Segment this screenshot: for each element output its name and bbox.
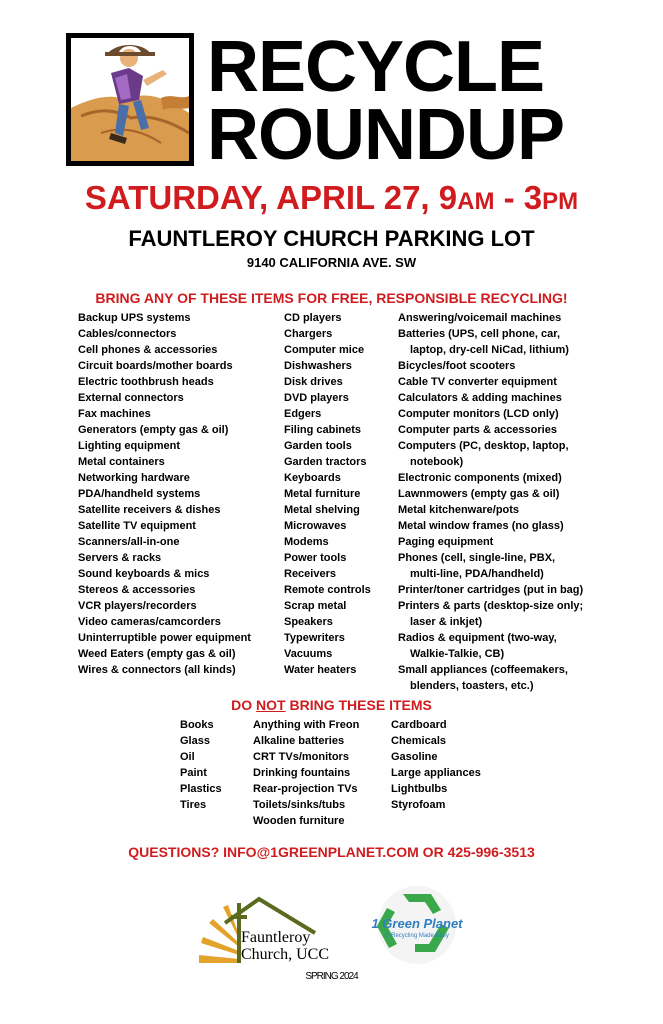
address: 9140 CALIFORNIA AVE. SW: [246, 255, 417, 270]
bring-item-line: notebook): [410, 456, 464, 468]
bring-item-line: Computers (PC, desktop, laptop,: [398, 440, 569, 452]
bring-item: [398, 502, 583, 518]
bring-item-line: Answering/voicemail machines: [398, 312, 562, 324]
bring-item-line: Electronic components (mixed): [398, 472, 562, 484]
bring-column-1: [78, 310, 251, 678]
bring-item-line: Batteries (UPS, cell phone, car,: [398, 328, 561, 340]
not-bring-heading-post: BRING THESE ITEMS: [285, 697, 432, 713]
bring-item: Sound keyboards & mics: [78, 568, 210, 580]
bring-item: [398, 310, 583, 326]
planet-tagline: E-Recycling Made Easy: [385, 933, 449, 939]
bring-item: Networking hardware: [78, 472, 190, 484]
event-pm: PM: [542, 188, 579, 215]
bring-item: [398, 358, 583, 374]
bring-item-line: multi-line, PDA/handheld): [410, 568, 544, 580]
not-bring-column-1: [180, 717, 222, 813]
footer-code: SPRING 2024: [305, 971, 358, 982]
bring-item: Servers & racks: [78, 552, 162, 564]
title-line-2: ROUNDUP: [207, 95, 565, 175]
bring-item: Uninterruptible power equipment: [78, 632, 251, 644]
bring-item: Power tools: [284, 552, 347, 564]
not-bring-item: Tires: [180, 799, 207, 811]
venue: FAUNTLEROY CHURCH PARKING LOT: [128, 226, 535, 251]
event-date: [0, 178, 663, 222]
bring-item: VCR players/recorders: [78, 600, 197, 612]
not-bring-item: Alkaline batteries: [253, 735, 345, 747]
bring-item: Water heaters: [284, 664, 357, 676]
bring-item-line: Computer parts & accessories: [398, 424, 557, 436]
bring-item: Wires & connectors (all kinds): [78, 664, 236, 676]
bring-item: Generators (empty gas & oil): [78, 424, 229, 436]
bring-item: Metal furniture: [284, 488, 361, 500]
title-line-1: RECYCLE: [207, 27, 545, 107]
bring-item-line: Metal kitchenware/pots: [398, 504, 520, 516]
bring-item-line: Bicycles/foot scooters: [398, 360, 516, 372]
bring-item: Keyboards: [284, 472, 341, 484]
not-bring-item: Lightbulbs: [391, 783, 448, 795]
bring-item: Dishwashers: [284, 360, 352, 372]
not-bring-item: Drinking fountains: [253, 767, 351, 779]
not-bring-item: CRT TVs/monitors: [253, 751, 349, 763]
bring-item-line: Phones (cell, single-line, PBX,: [398, 552, 556, 564]
not-bring-item: Oil: [180, 751, 195, 763]
bring-item: Stereos & accessories: [78, 584, 196, 596]
bring-item: [398, 326, 583, 358]
bring-item: Filing cabinets: [284, 424, 362, 436]
event-day: SATURDAY, APRIL 27, 9: [84, 179, 458, 216]
bring-item-line: Lawnmowers (empty gas & oil): [398, 488, 560, 500]
bring-item-line: blenders, toasters, etc.): [410, 680, 534, 692]
bring-item: [398, 438, 583, 470]
bring-item: Cables/connectors: [78, 328, 177, 340]
bring-item: Disk drives: [284, 376, 343, 388]
recycle-arrows-icon: [357, 884, 477, 966]
church-name: [241, 929, 329, 963]
bring-item-line: Walkie-Talkie, CB): [410, 648, 505, 660]
not-bring-column-2: [253, 717, 359, 829]
bring-item: [398, 598, 583, 630]
bring-item: [398, 470, 583, 486]
bring-item: CD players: [284, 312, 342, 324]
bring-item: [398, 422, 583, 438]
bring-item: Cell phones & accessories: [78, 344, 218, 356]
bring-item: Receivers: [284, 568, 336, 580]
bring-item-line: laptop, dry-cell NiCad, lithium): [410, 344, 569, 356]
bring-item: Metal shelving: [284, 504, 360, 516]
bring-item-line: Cable TV converter equipment: [398, 376, 557, 388]
bring-item: DVD players: [284, 392, 349, 404]
bring-item: Satellite TV equipment: [78, 520, 196, 532]
not-bring-item: Rear-projection TVs: [253, 783, 358, 795]
not-bring-column-3: [391, 717, 481, 813]
bring-item: [398, 374, 583, 390]
bring-item: [398, 518, 583, 534]
bring-item: Circuit boards/mother boards: [78, 360, 233, 372]
not-bring-item: Cardboard: [391, 719, 447, 731]
cowboy-illustration-icon: [66, 33, 194, 166]
bring-item: Computer mice: [284, 344, 365, 356]
church-name-line-2: Church, UCC: [241, 946, 329, 963]
not-bring-item: Chemicals: [391, 735, 447, 747]
not-bring-item: Paint: [180, 767, 207, 779]
bring-item: Chargers: [284, 328, 333, 340]
bring-item: [398, 582, 583, 598]
bring-item: Scrap metal: [284, 600, 347, 612]
not-bring-heading-not: NOT: [256, 697, 286, 713]
bring-item: Fax machines: [78, 408, 151, 420]
event-dash: - 3: [494, 179, 543, 216]
not-bring-item: Plastics: [180, 783, 222, 795]
bring-item-line: Calculators & adding machines: [398, 392, 562, 404]
planet-logo: [357, 884, 477, 966]
not-bring-item: Styrofoam: [391, 799, 446, 811]
bring-item: Microwaves: [284, 520, 347, 532]
not-bring-item: Large appliances: [391, 767, 481, 779]
not-bring-item: Toilets/sinks/tubs: [253, 799, 346, 811]
bring-item: [398, 630, 583, 662]
bring-item: [398, 486, 583, 502]
bring-item: Modems: [284, 536, 329, 548]
bring-item: [398, 534, 583, 550]
not-bring-item: Anything with Freon: [253, 719, 360, 731]
bring-item: Scanners/all-in-one: [78, 536, 180, 548]
bring-item: Weed Eaters (empty gas & oil): [78, 648, 236, 660]
bring-item: PDA/handheld systems: [78, 488, 201, 500]
bring-item: Satellite receivers & dishes: [78, 504, 221, 516]
bring-item: Metal containers: [78, 456, 165, 468]
bring-item: Vacuums: [284, 648, 333, 660]
bring-item: Remote controls: [284, 584, 371, 596]
bring-item-line: laser & inkjet): [410, 616, 483, 628]
bring-item: [398, 662, 583, 694]
not-bring-item: Wooden furniture: [253, 815, 345, 827]
bring-item: Lighting equipment: [78, 440, 181, 452]
not-bring-item: Gasoline: [391, 751, 438, 763]
bring-item: [398, 550, 583, 582]
bring-item-line: Small appliances (coffeemakers,: [398, 664, 568, 676]
bring-item: Backup UPS systems: [78, 312, 191, 324]
bring-item: Typewriters: [284, 632, 345, 644]
bring-item: [398, 390, 583, 406]
bring-item-line: Radios & equipment (two-way,: [398, 632, 557, 644]
not-bring-item: Glass: [180, 735, 210, 747]
bring-item-line: Metal window frames (no glass): [398, 520, 564, 532]
not-bring-heading: [0, 697, 663, 714]
bring-item: External connectors: [78, 392, 184, 404]
bring-item: Video cameras/camcorders: [78, 616, 221, 628]
bring-column-2: [284, 310, 371, 678]
planet-name: 1 Green Planet: [371, 916, 463, 931]
bring-item: Electric toothbrush heads: [78, 376, 214, 388]
event-am: AM: [457, 188, 495, 215]
church-name-line-1: Fauntleroy: [241, 929, 311, 946]
bring-item: [398, 406, 583, 422]
not-bring-heading-pre: DO: [231, 697, 257, 713]
bring-item: Edgers: [284, 408, 322, 420]
bring-item-line: Paging equipment: [398, 536, 494, 548]
bring-item: Speakers: [284, 616, 333, 628]
bring-item: Garden tractors: [284, 456, 367, 468]
questions-contact: QUESTIONS? INFO@1GREENPLANET.COM OR 425-996-3513: [128, 844, 535, 860]
bring-item-line: Computer monitors (LCD only): [398, 408, 559, 420]
not-bring-item: Books: [180, 719, 214, 731]
bring-item: Garden tools: [284, 440, 352, 452]
bring-item-line: Printers & parts (desktop-size only;: [398, 600, 584, 612]
bring-heading: BRING ANY OF THESE ITEMS FOR FREE, RESPONSIBLE RECYCLING!: [95, 290, 568, 306]
bring-column-3: [398, 310, 583, 694]
bring-item-line: Printer/toner cartridges (put in bag): [398, 584, 584, 596]
